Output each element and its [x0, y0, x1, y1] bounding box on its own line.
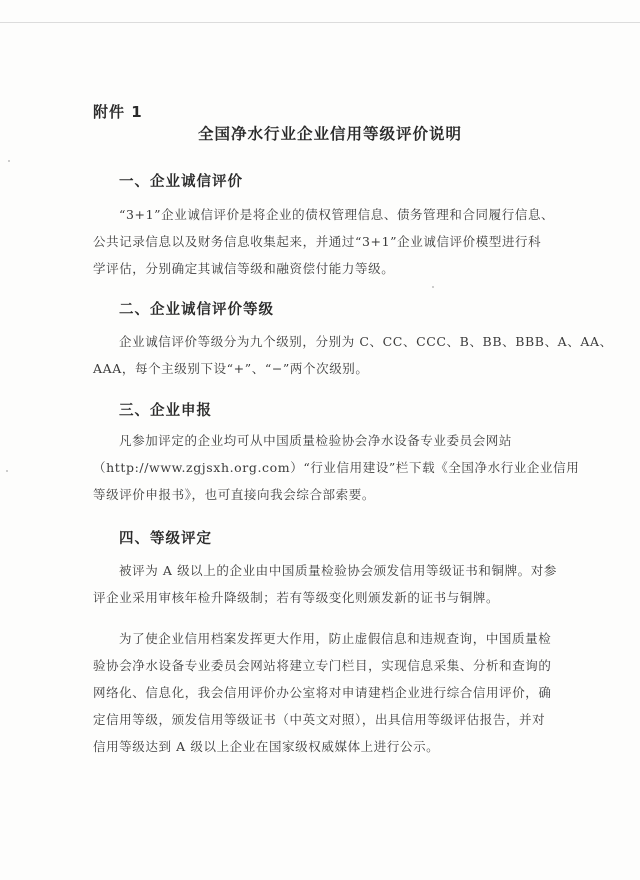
- section-4-paragraph-2: [93, 625, 553, 760]
- scan-speck: [6, 470, 8, 472]
- attachment-label: 附件 1: [93, 103, 143, 121]
- paragraph-line: 企业诚信评价等级分为九个级别，分别为 C、CC、CCC、B、BB、BBB、A、AA、: [119, 334, 613, 349]
- section-4-paragraph-1: [93, 557, 557, 611]
- paragraph-line: 公共记录信息以及财务信息收集起来，并通过“3+1”企业诚信评价模型进行科: [93, 234, 542, 249]
- paragraph-line: “3+1”企业诚信评价是将企业的债权管理信息、债务管理和合同履行信息、: [119, 207, 555, 222]
- paragraph-line: （http://www.zgjsxh.org.com）“行业信用建设”栏下载《全国净水行业企业信用: [93, 460, 580, 475]
- section-heading-3: 三、企业申报: [119, 403, 212, 419]
- paragraph-line: 等级评价申报书》，也可直接向我会综合部索要。: [93, 487, 375, 502]
- paragraph-line: 验协会净水设备专业委员会网站将建立专门栏目，实现信息采集、分析和查询的: [93, 658, 552, 673]
- paragraph-line: 信用等级达到 A 级以上企业在国家级权威媒体上进行公示。: [93, 739, 440, 754]
- scan-speck: [432, 286, 434, 288]
- section-heading-1: 一、企业诚信评价: [119, 174, 243, 190]
- document-title-text: 全国净水行业企业信用等级评价说明: [197, 125, 462, 143]
- section-1-paragraph: [93, 201, 553, 282]
- section-3-paragraph: [93, 427, 580, 508]
- paragraph-line: 为了使企业信用档案发挥更大作用，防止虚假信息和违规查询，中国质量检: [119, 631, 552, 646]
- scan-edge-line: [0, 22, 640, 23]
- document-title: [0, 122, 640, 144]
- paragraph-line: AAA，每个主级别下设“+”、“−”两个次级别。: [93, 361, 369, 376]
- paragraph-line: 凡参加评定的企业均可从中国质量检验协会净水设备专业委员会网站: [119, 433, 513, 448]
- paragraph-line: 评企业采用审核年检升降级制；若有等级变化则颁发新的证书与铜牌。: [93, 590, 500, 605]
- section-heading-2: 二、企业诚信评价等级: [119, 302, 274, 318]
- paragraph-line: 学评估，分别确定其诚信等级和融资偿付能力等级。: [93, 261, 395, 276]
- section-2-paragraph: [93, 328, 613, 382]
- scan-speck: [8, 160, 10, 162]
- paragraph-line: 网络化、信息化，我会信用评价办公室将对申请建档企业进行综合信用评价，确: [93, 685, 552, 700]
- paragraph-line: 定信用等级，颁发信用等级证书（中英文对照），出具信用等级评估报告，并对: [93, 712, 546, 727]
- paragraph-line: 被评为 A 级以上的企业由中国质量检验协会颁发信用等级证书和铜牌。对参: [119, 563, 557, 578]
- section-heading-4: 四、等级评定: [119, 531, 212, 547]
